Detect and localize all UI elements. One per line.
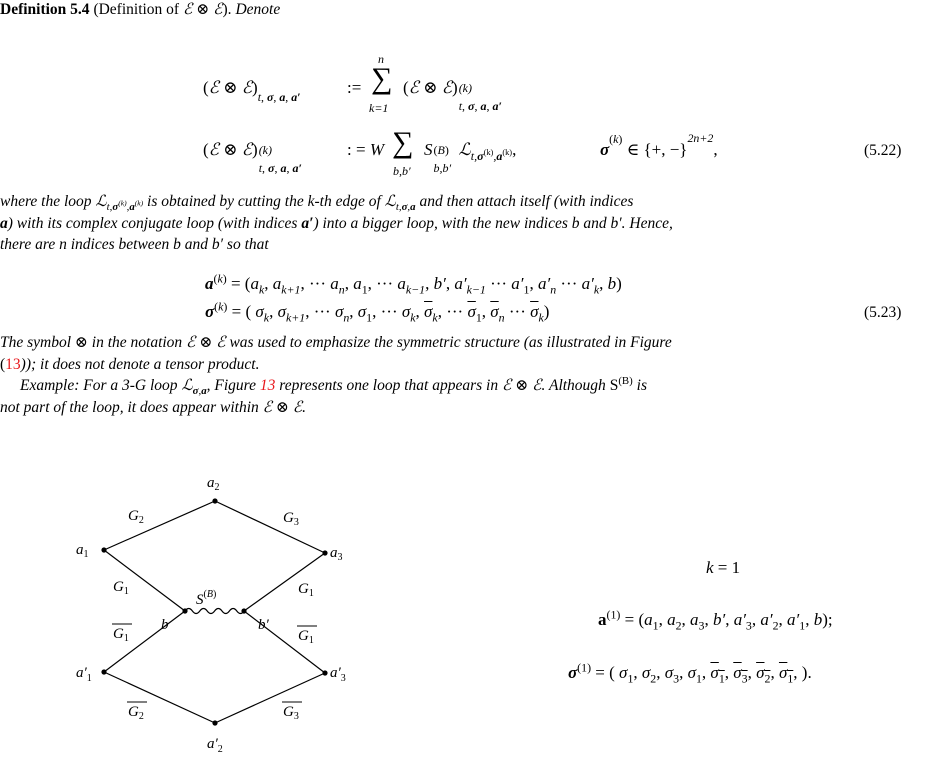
- label-g1-left: $G_1$: [113, 579, 129, 597]
- label-a1p: $a'_1$: [76, 665, 92, 684]
- p1-line-2: a) with its complex conjugate loop (with indices a′) into a bigger loop, with the new indices b and b′. Hence,: [0, 214, 673, 232]
- label-g3: $G_3$: [283, 510, 299, 528]
- equation-2-lhs: (ℰ ⊗ ℰ) (k) t, σ, a, a′: [203, 140, 302, 175]
- label-g1bar-left: $G_1$: [113, 626, 129, 644]
- edge-g2bar: [104, 672, 215, 723]
- figure-ref-link-2[interactable]: 13: [259, 377, 276, 394]
- node-b: [182, 608, 187, 613]
- node-a2: [212, 498, 217, 503]
- paragraph-loop-definition: [0, 191, 937, 256]
- definition-label: Definition 5.4: [0, 1, 90, 18]
- label-a2p: $a'_2$: [207, 736, 223, 755]
- sum-top-n: n: [378, 52, 384, 66]
- equation-2-rhs: : = W: [347, 140, 384, 159]
- node-a1: [101, 547, 106, 552]
- side-sigma-line: $\sigma^{(1)}$ = ( $\sigma_1$, $\sigma_2$, $\sigma_3$, $\sigma_1$, $\sigma_1$, $\sigma_3$, $\sigma_2$, $\sigma_1$, ).: [568, 660, 812, 686]
- p2-line-1: The symbol ⊗ in the notation ℰ ⊗ ℰ was used to emphasize the symmetric structure (as illustrated in Figure: [0, 334, 672, 351]
- equation-3-a: $a^{(k)} = (a_k$, $a_{k+1}$, ··· $a_n$, $a_1$, ··· $a_{k-1}$, b′, $a'_{k-1}$ ··· $a'_1$, $a'_n$ ··· $a'_k$, b): [205, 271, 622, 297]
- label-g2: $G_2$: [128, 508, 144, 526]
- edge-sb-wavy: [185, 609, 244, 614]
- node-a1p: [101, 669, 106, 674]
- node-a2p: [212, 720, 217, 725]
- equation-1-assign: :=: [347, 78, 362, 97]
- paragraph-example: [0, 375, 937, 418]
- equation-1: (ℰ ⊗ $ℰ)_{t, \sigma, a, a'}$: [203, 78, 301, 105]
- s-b-term: S (B) b,b′ ℒ$_{t,\sigma^{(k)},a^{(k)}}$,: [424, 140, 517, 175]
- label-bp: b′: [258, 617, 269, 633]
- label-a2: $a_2$: [207, 475, 220, 493]
- equation-1-rhs: (ℰ ⊗ ℰ) (k) t, σ, a, a′: [403, 78, 502, 113]
- paragraph-symbol-note: [0, 332, 937, 375]
- side-k-value: k = 1: [706, 558, 741, 577]
- p3-line-1: Example: For a 3-G loop ℒ$_{\sigma,a}$, Figure 13 represents one loop that appears in ℰ ⊗ ℰ. Although $S^{(B)}$ is: [20, 374, 647, 398]
- sum-symbol-1: ∑: [371, 62, 393, 95]
- label-a3p: $a'_3$: [330, 665, 346, 684]
- edge-g1-right: [244, 553, 325, 611]
- sum-bottom-k: k=1: [369, 101, 389, 115]
- p2-line-2: (13)); it does not denote a tensor product.: [0, 355, 260, 373]
- definition-header: [0, 0, 280, 19]
- sum-symbol-2: ∑: [392, 126, 414, 159]
- equation-number-5-22: (5.22): [864, 142, 902, 159]
- figure-ref-link[interactable]: 13: [5, 355, 21, 373]
- loop-diagram: [60, 465, 380, 765]
- equation-2-condition: $\sigma^{(k)}$ ∈ {+, −}$^{2n+2}$,: [600, 131, 718, 159]
- node-a3: [322, 550, 327, 555]
- label-b: b: [161, 617, 169, 633]
- definition-lead: Denote: [235, 1, 281, 18]
- node-bp: [241, 608, 246, 613]
- definition-title: (Definition of ℰ ⊗ ℰ).: [93, 1, 232, 18]
- p1-line-3: there are n indices between b and b′ so that: [0, 236, 269, 253]
- node-a3p: [322, 670, 327, 675]
- label-g3bar: $G_3$: [283, 704, 299, 722]
- edge-g3bar: [215, 673, 325, 723]
- edge-g2: [104, 501, 215, 550]
- label-a3: $a_3$: [330, 545, 343, 563]
- equation-number-5-23: (5.23): [864, 304, 902, 321]
- label-g2bar: $G_2$: [128, 704, 144, 722]
- label-sb: S(B): [196, 589, 217, 608]
- equation-3-sigma: $\sigma^{(k)}$ = ( $\sigma_k$, $\sigma_{k+1}$, ··· $\sigma_n$, $\sigma_1$, ··· $\sigma_k$, $\overline{\sigma}_k$, ··· $\overline{\sigma}_1$, $\overline{\sigma}_n$ ··· $\overline{\sigma}_k$): [205, 299, 550, 325]
- p3-line-2: not part of the loop, it does appear within ℰ ⊗ ℰ.: [0, 398, 307, 416]
- p1-line-1: where the loop ℒ$_{t,\sigma^{(k)},a^{(k)}}$ is obtained by cutting the k-th edge of ℒ$_{t,\sigma,a}$ and then attach itself (with indices: [0, 193, 634, 214]
- side-a-line: $a^{(1)} = (a_1$, $a_2$, $a_3$, b′, $a'_3$, $a'_2$, $a'_1$, b);: [598, 607, 833, 633]
- label-g1-right: $G_1$: [298, 581, 314, 599]
- sum-bottom-bb: b,b′: [393, 164, 411, 178]
- label-g1bar-right: $G_1$: [298, 628, 314, 646]
- edge-g3: [215, 501, 325, 553]
- label-a1: $a_1$: [76, 542, 89, 560]
